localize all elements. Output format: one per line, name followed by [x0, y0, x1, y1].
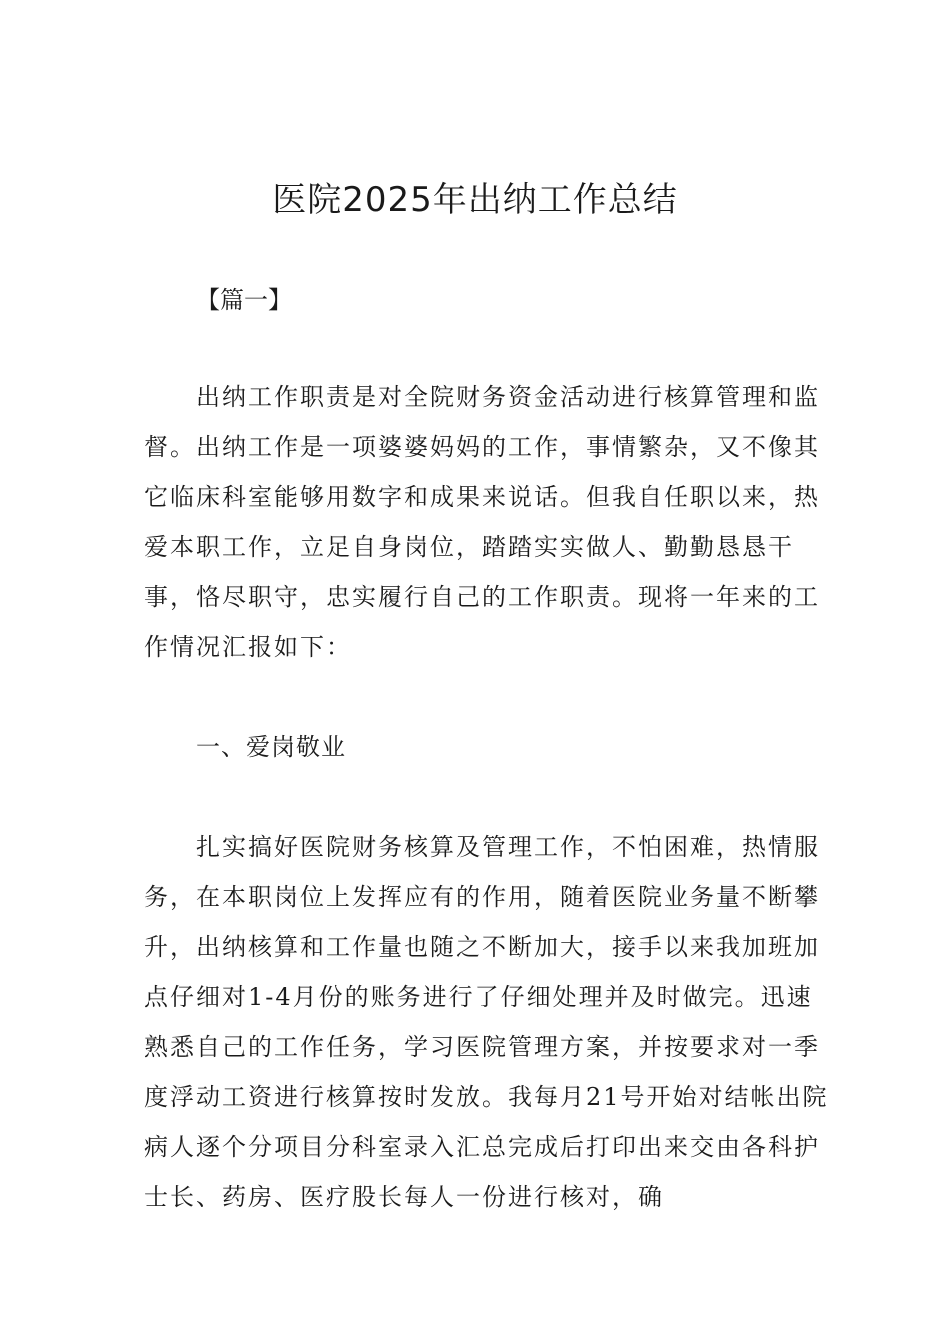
section-label: 【篇一】	[196, 286, 292, 314]
body-paragraph-2: 扎实搞好医院财务核算及管理工作，不怕困难，热情服务，在本职岗位上发挥应有的作用，随着医院业务量不断攀升，出纳核算和工作量也随之不断加大，接手以来我加班加点仔细对1-4月份的账务进行了仔细处理并及时做完。迅速熟悉自己的工作任务，学习医院管理方案，并按要求对一季度浮动工资进行核算按时发放。我每月21号开始对结帐出院病人逐个分项目分科室录入汇总完成后打印出来交由各科护士长、药房、医疗股长每人一份进行核对，确	[144, 833, 829, 1211]
document-title: 医院2025年出纳工作总结	[272, 180, 678, 220]
body-paragraph-1: 出纳工作职责是对全院财务资金活动进行核算管理和监督。出纳工作是一项婆婆妈妈的工作，事情繁杂，又不像其它临床科室能够用数字和成果来说话。但我自任职以来，热爱本职工作，立足自身岗位，踏踏实实做人、勤勤恳恳干事，恪尽职守，忠实履行自己的工作职责。现将一年来的工作情况汇报如下：	[144, 383, 820, 661]
section-heading-1: 一、爱岗敬业	[196, 733, 346, 761]
